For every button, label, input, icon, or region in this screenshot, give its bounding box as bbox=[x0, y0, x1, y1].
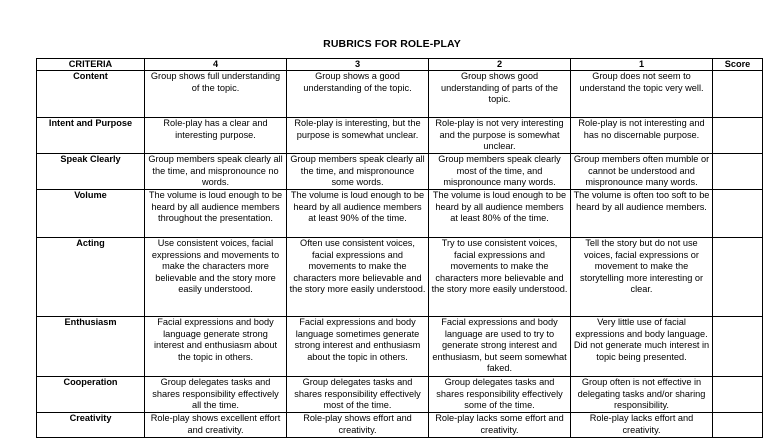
level-2-cell: Try to use consistent voices, facial expressions and movements to make the characters more believable and the story more easily understood. bbox=[429, 238, 571, 317]
table-row bbox=[37, 317, 763, 377]
level-2-cell: Group delegates tasks and shares responsibility effectively some of the time. bbox=[429, 377, 571, 413]
level-3-cell: Group delegates tasks and shares responsibility effectively most of the time. bbox=[287, 377, 429, 413]
table-row bbox=[37, 238, 763, 317]
level-1-cell: Group members often mumble or cannot be understood and mispronounce many words. bbox=[571, 154, 713, 190]
table-row bbox=[37, 154, 763, 190]
level-4-cell: Use consistent voices, facial expressions and movements to make the characters more believable and the story more easily understood. bbox=[145, 238, 287, 317]
level-4-cell: Group delegates tasks and shares responsibility effectively all the time. bbox=[145, 377, 287, 413]
level-4-cell: Facial expressions and body language generate strong interest and enthusiasm about the topic in others. bbox=[145, 317, 287, 377]
score-cell[interactable] bbox=[713, 190, 763, 238]
level-2-cell: Group shows good understanding of parts of the topic. bbox=[429, 71, 571, 118]
header-row bbox=[37, 59, 763, 71]
level-2-cell: Role-play is not very interesting and the purpose is somewhat unclear. bbox=[429, 118, 571, 154]
level-3-cell: The volume is loud enough to be heard by all audience members at least 90% of the time. bbox=[287, 190, 429, 238]
header-score-1: 1 bbox=[571, 59, 713, 71]
table-row bbox=[37, 71, 763, 118]
table-row bbox=[37, 413, 763, 438]
criteria-cell: Creativity bbox=[37, 413, 145, 438]
rubric-table bbox=[36, 58, 763, 438]
criteria-cell: Speak Clearly bbox=[37, 154, 145, 190]
level-3-cell: Group shows a good understanding of the topic. bbox=[287, 71, 429, 118]
level-1-cell: The volume is often too soft to be heard by all audience members. bbox=[571, 190, 713, 238]
level-1-cell: Group often is not effective in delegating tasks and/or sharing responsibility. bbox=[571, 377, 713, 413]
level-3-cell: Group members speak clearly all the time, and mispronounce some words. bbox=[287, 154, 429, 190]
header-score: Score bbox=[713, 59, 763, 71]
level-2-cell: Role-play lacks some effort and creativity. bbox=[429, 413, 571, 438]
score-cell[interactable] bbox=[713, 118, 763, 154]
level-3-cell: Often use consistent voices, facial expressions and movements to make the characters more believable and the story more easily understood. bbox=[287, 238, 429, 317]
score-cell[interactable] bbox=[713, 71, 763, 118]
criteria-cell: Content bbox=[37, 71, 145, 118]
score-cell[interactable] bbox=[713, 377, 763, 413]
level-4-cell: Group shows full understanding of the topic. bbox=[145, 71, 287, 118]
level-1-cell: Group does not seem to understand the topic very well. bbox=[571, 71, 713, 118]
score-cell[interactable] bbox=[713, 317, 763, 377]
level-3-cell: Role-play shows effort and creativity. bbox=[287, 413, 429, 438]
level-2-cell: The volume is loud enough to be heard by all audience members at least 80% of the time. bbox=[429, 190, 571, 238]
criteria-cell: Volume bbox=[37, 190, 145, 238]
header-score-2: 2 bbox=[429, 59, 571, 71]
header-criteria: CRITERIA bbox=[37, 59, 145, 71]
header-score-3: 3 bbox=[287, 59, 429, 71]
level-1-cell: Very little use of facial expressions and body language. Did not generate much interest in topic being presented. bbox=[571, 317, 713, 377]
level-4-cell: Role-play has a clear and interesting purpose. bbox=[145, 118, 287, 154]
document-title: RUBRICS FOR ROLE-PLAY bbox=[323, 38, 461, 50]
level-4-cell: The volume is loud enough to be heard by all audience members throughout the presentation. bbox=[145, 190, 287, 238]
level-2-cell: Group members speak clearly most of the time, and mispronounce many words. bbox=[429, 154, 571, 190]
level-3-cell: Facial expressions and body language sometimes generate strong interest and enthusiasm about the topic in others. bbox=[287, 317, 429, 377]
level-1-cell: Tell the story but do not use voices, facial expressions or movement to make the storytelling more interesting or clear. bbox=[571, 238, 713, 317]
table-row bbox=[37, 190, 763, 238]
table-row bbox=[37, 118, 763, 154]
level-4-cell: Role-play shows excellent effort and creativity. bbox=[145, 413, 287, 438]
level-1-cell: Role-play lacks effort and creativity. bbox=[571, 413, 713, 438]
header-score-4: 4 bbox=[145, 59, 287, 71]
criteria-cell: Intent and Purpose bbox=[37, 118, 145, 154]
level-4-cell: Group members speak clearly all the time, and mispronounce no words. bbox=[145, 154, 287, 190]
score-cell[interactable] bbox=[713, 413, 763, 438]
level-3-cell: Role-play is interesting, but the purpose is somewhat unclear. bbox=[287, 118, 429, 154]
score-cell[interactable] bbox=[713, 238, 763, 317]
level-2-cell: Facial expressions and body language are used to try to generate strong interest and enthusiasm, but seem somewhat faked. bbox=[429, 317, 571, 377]
criteria-cell: Enthusiasm bbox=[37, 317, 145, 377]
level-1-cell: Role-play is not interesting and has no discernable purpose. bbox=[571, 118, 713, 154]
criteria-cell: Acting bbox=[37, 238, 145, 317]
criteria-cell: Cooperation bbox=[37, 377, 145, 413]
table-row bbox=[37, 377, 763, 413]
score-cell[interactable] bbox=[713, 154, 763, 190]
